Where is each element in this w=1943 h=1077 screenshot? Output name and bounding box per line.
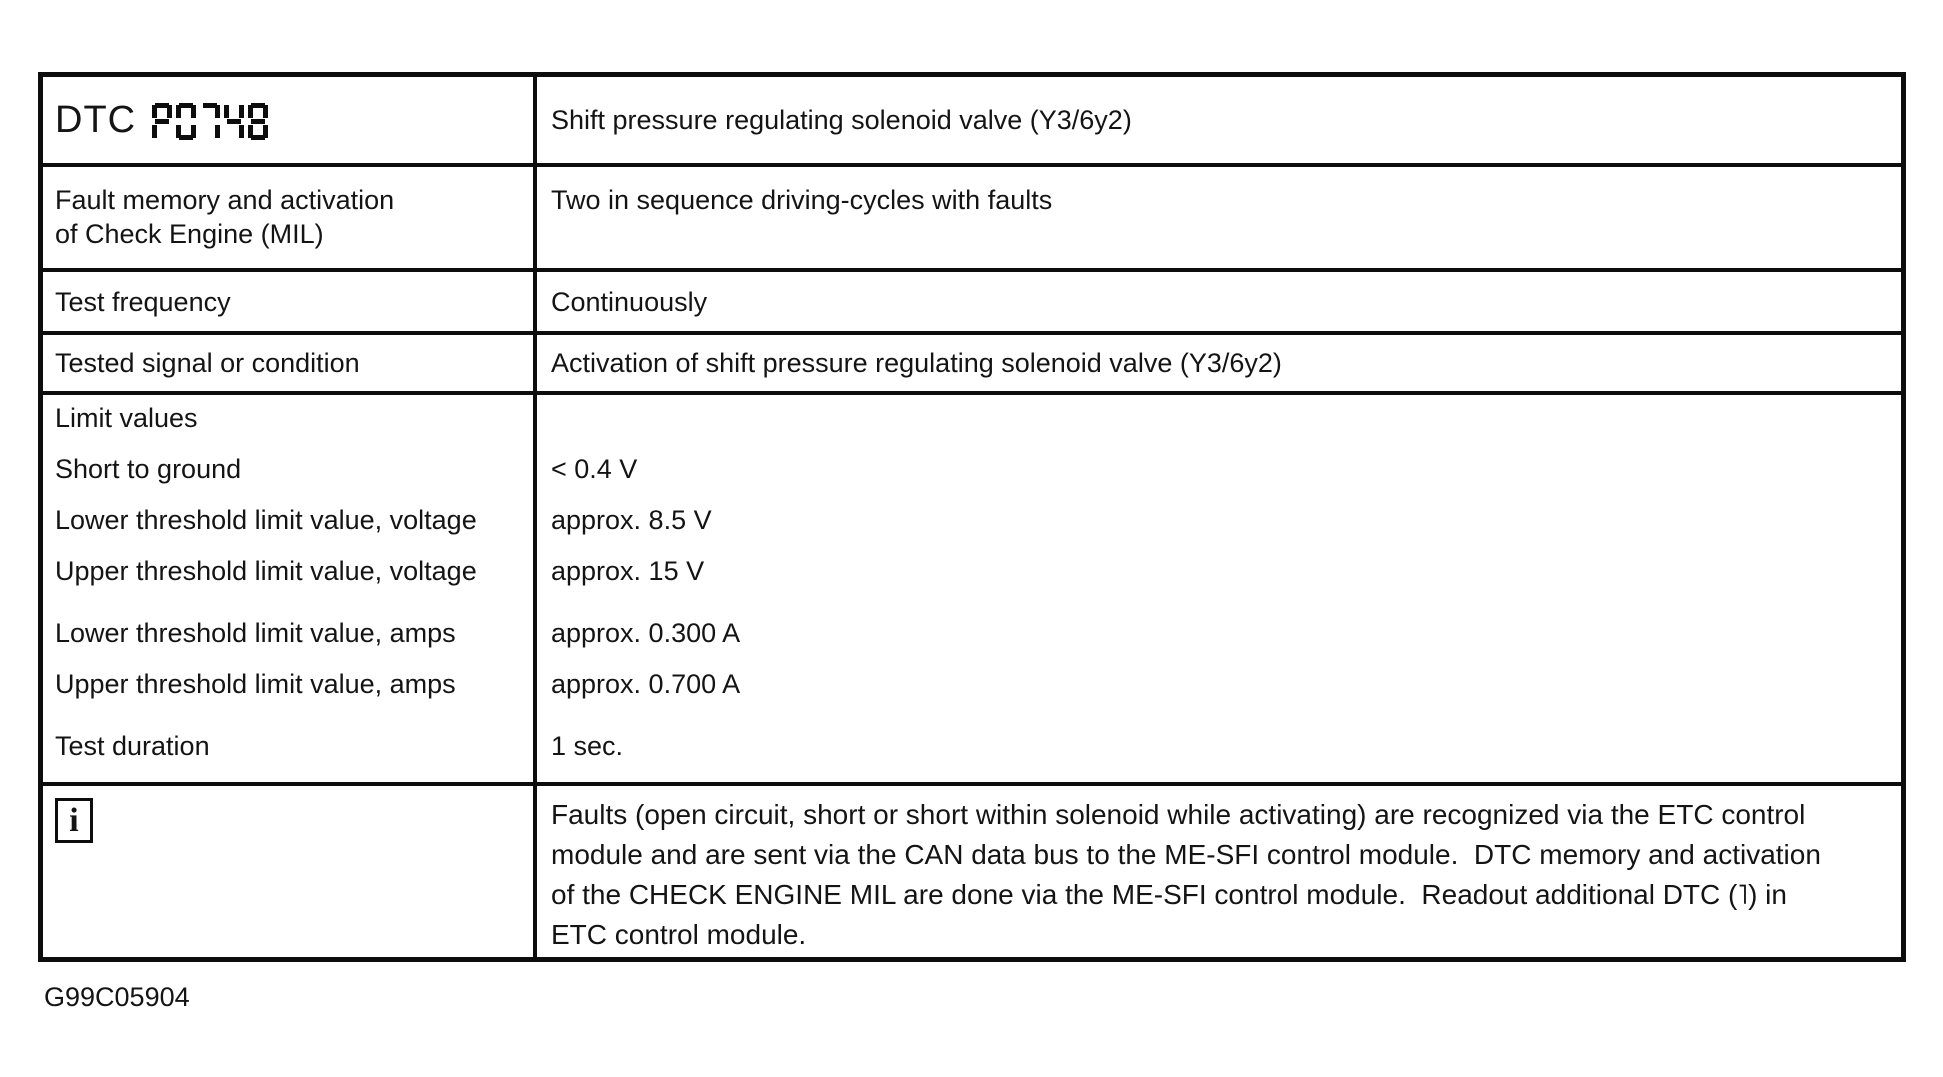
tested-signal-label: Tested signal or condition — [55, 348, 360, 378]
dtc-code-display — [152, 103, 272, 140]
dtc-description: Shift pressure regulating solenoid valve (Y3/6y2) — [551, 105, 1132, 135]
dtc-description-cell — [533, 77, 1901, 163]
info-text-cell — [533, 782, 1901, 957]
limit-value-short-to-ground: < 0.4 V — [551, 454, 638, 484]
limit-values-value-cell — [533, 391, 1901, 782]
info-icon-glyph: i — [69, 801, 79, 839]
tested-signal-label-cell — [43, 331, 533, 391]
limit-value-upper-voltage: approx. 15 V — [551, 556, 705, 586]
info-icon — [55, 798, 93, 843]
limit-value-upper-amps: approx. 0.700 A — [551, 669, 741, 699]
dtc-label: DTC — [55, 99, 137, 141]
limit-label-lower-amps: Lower threshold limit value, amps — [55, 618, 456, 648]
limit-values-label-cell — [43, 391, 533, 782]
figure-id: G99C05904 — [44, 982, 190, 1012]
info-text-line4: ETC control module. — [551, 919, 807, 950]
dtc-code-cell — [43, 77, 533, 163]
test-frequency-value-cell — [533, 268, 1901, 331]
test-frequency-label-cell — [43, 268, 533, 331]
fault-memory-value: Two in sequence driving-cycles with faults — [551, 185, 1053, 215]
limit-value-test-duration: 1 sec. — [551, 731, 624, 761]
seven-segment-digit — [224, 103, 244, 140]
limit-label-test-duration: Test duration — [55, 731, 210, 761]
dtc-info-table — [38, 72, 1906, 962]
test-frequency-value: Continuously — [551, 286, 708, 317]
tested-signal-value: Activation of shift pressure regulating solenoid valve (Y3/6y2) — [551, 348, 1282, 378]
seven-segment-digit — [176, 103, 196, 140]
limit-value-lower-voltage: approx. 8.5 V — [551, 505, 712, 535]
seven-segment-digit — [200, 103, 220, 140]
info-text-line2: module and are sent via the CAN data bus to the ME-SFI control module. DTC memory and activation — [551, 839, 1821, 870]
seven-segment-digit — [152, 103, 172, 140]
limit-label-upper-voltage: Upper threshold limit value, voltage — [55, 556, 477, 586]
fault-memory-label-cell — [43, 163, 533, 268]
limit-label-short-to-ground: Short to ground — [55, 454, 242, 484]
limit-label-lower-voltage: Lower threshold limit value, voltage — [55, 505, 477, 535]
fault-memory-value-cell — [533, 163, 1901, 268]
fault-memory-label-line1: Fault memory and activation — [55, 185, 395, 215]
seven-segment-digit — [248, 103, 268, 140]
tested-signal-value-cell — [533, 331, 1901, 391]
limit-values-header: Limit values — [55, 403, 198, 433]
info-text-line1: Faults (open circuit, short or short within solenoid while activating) are recognized via the ETC control — [551, 799, 1806, 830]
info-icon-cell — [43, 782, 533, 957]
limit-label-upper-amps: Upper threshold limit value, amps — [55, 669, 456, 699]
test-frequency-label: Test frequency — [55, 286, 231, 317]
fault-memory-label-line2: of Check Engine (MIL) — [55, 219, 324, 249]
info-text-line3: of the CHECK ENGINE MIL are done via the ME-SFI control module. Readout additional DTC (˥) in — [551, 879, 1787, 910]
limit-value-lower-amps: approx. 0.300 A — [551, 618, 741, 648]
